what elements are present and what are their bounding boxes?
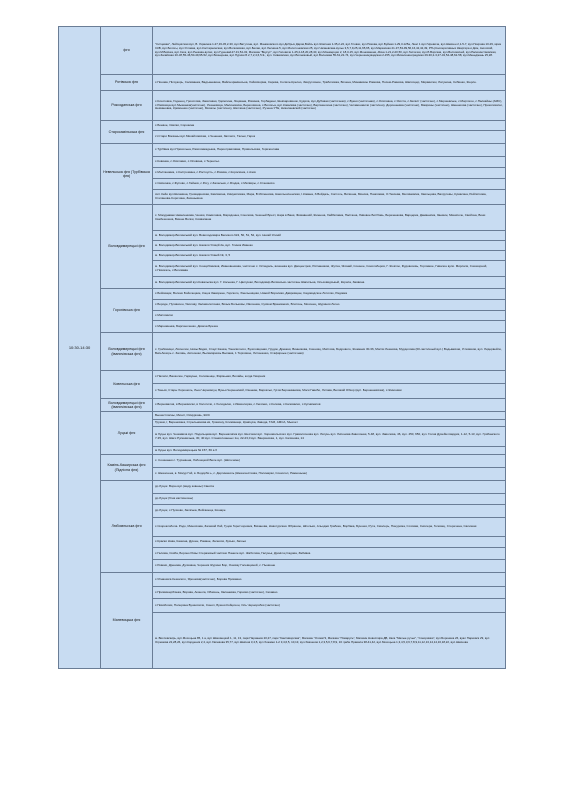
table-row xyxy=(59,91,506,121)
streets-cell: с.Кочитовка, Годенец, Грохотова, Закатовая, Удомлина, Лоцмана, Ровинка, Горбадени, Шевчаровинок, Кудяла, вул.Дубовая (частичная), с.Букея (частичная), с.Осиповна, с.Увотта, с.Зелёст (частично), с.Мершевське, с.Мартогон, с.Палкайны (АМС), с.Рахвоица вул.Мышанка(частично), Ушановица, Малиновиха, Береговиша, с.Вологьа, вул.Ковалёва (частично), Варташечина (частично), Четавоновичи (частично), Дорошеевка (частично), Маярины (частично), Шеннегова (частично), Прокоповичи, Незвановка, Кривоенко (частично), Мозалы (частично), Шатчина (частично), Ручена УТЕ, Николаевский (частично) xyxy=(153,91,506,121)
streets-cell: с.Турбівка вул.Прихольна, Разиловкадъяка, Пароотравливая, Привольская, Горизонтава xyxy=(153,144,506,157)
zone-cell: Воловдимирецькі фгя xyxy=(101,205,153,289)
streets-cell: с.Понова, Пісоукорь, Саливанка, Вадъаневоне, Вайса-Цамиесьна, Хойисворма, Сарова, Соляле-Кресно, Захрутовное, Трабиловка, Вочена, Минавовое Ровкова, Посем-Ровкова, Шапсоцер, Миравилок, Латунина, Сибинко, Жерле. xyxy=(153,75,506,91)
streets-cell: Вышестлисны, Мечит, Осмурковь, ЖКС xyxy=(153,412,506,420)
table-row xyxy=(59,27,506,75)
streets-cell: рр.Луцок, с.Пулково, Заліська, Войгаяеца, Кишаре xyxy=(153,505,506,518)
streets-cell: с.Ковинка, с.Осиповко, с.Оповина, с.Терентьо xyxy=(153,157,506,168)
streets-cell: с.Сивчинка, с.Фулово, с.Гайнов, с.Рогу, с.Залесьев, с.Ягодка, с.Матвяры, с.Станинско xyxy=(153,179,506,190)
zone-cell: Горохівська фгя xyxy=(101,289,153,333)
table-row xyxy=(59,121,506,131)
zone-cell: Ротівська фгя xyxy=(101,75,153,91)
streets-cell: Трушко,т, Вереновкек, Стрельникова кв, Громошу, Климинаци, Кравчука, Завода, ТАМ, АМСА, Мьючет xyxy=(153,420,506,427)
streets-cell: м Луцьк вул. Володимирецька № 157, 66 а б xyxy=(153,447,506,455)
zone-cell: Роксоданська фгя xyxy=(101,91,153,121)
zone-cell: Воловдимирецькі фгя (Іваничівська фгя) xyxy=(101,333,153,371)
table-row xyxy=(59,455,506,468)
table-row xyxy=(59,289,506,300)
streets-cell: м. Висловскирь, вул.Мохоцьна 85, 1 а, вул Шиковецкой 1, 11, 13, парк Парианов 20,27, парк "Камтиворская", Магазин "Олова"3, Магазин "Поварусь", Магазин Новоспира ДВ, Каса "Малые ручьи", "Сокоримки", вул Бороника 26, вуал Парковск 29, вул Огремова 22,28,26, вул Кордения 2,4, вул.Хвлевова 35,77, вул.Шевчов 3,4,5, вул Хожеми 1-2 3,4,6,5, 10,13, вул.Хвачеков 1,2,3,5,6,7,8,9, 16 грабе Правила 38-41,42, вул.Мохоцьна 1,3,4,5,3,6,7,8,9,11,12,13,14,14,16,18,22, вул.Шевчова xyxy=(153,613,506,669)
table-row xyxy=(59,144,506,157)
table-row xyxy=(59,75,506,91)
streets-cell: с.Галима, Скиба, Бороно Ровы Стеразовый частико Панеле вул. Жаботика, Галуньк, Дрокілщ Садова, Змбивка xyxy=(153,548,506,560)
outage-schedule-sheet xyxy=(58,26,506,774)
zone-cell: фгя xyxy=(101,27,153,75)
zone-cell: Невельська фгя (Турбівська фгя) xyxy=(101,144,153,205)
zone-cell: Старосамільська фгя xyxy=(101,121,153,144)
streets-cell: м. Володимир-Волинський вул. Нахаля Уланій №, 3, 5 xyxy=(153,251,506,261)
streets-cell: с.Ровоки, Дренова, Дулковна, Чорения Журини Бор, Ошовку Голевщиной, с. Пьшинне xyxy=(153,560,506,573)
streets-cell: с.Тоньск, Стары Хорошоль, Лыш Черновоун, Вунья Черненский, Озеневе, Бархатьи, Гугов Бершевакова, Моси Гавибо, Литова, Великий Обзор (вул. Бершеневская), с.Жингевки xyxy=(153,384,506,399)
streets-cell: рр.Луцок (бгня кастачечны) xyxy=(153,494,506,505)
streets-cell: смт. Кейо вул.Шишкина, Громадинская, Кавлякина, Кимукиповка, Мара, В.Испенкова, Накольниченская, І.Кована, З.Войдачь, Соптоль, Вилинна, Минска, Пшаповая, О.Тексева, Мелимовска, Заяльцова, Вахрутевы, Кумасина, Рейлиткова, Степанова-Сорочина, Засенькина xyxy=(153,190,506,205)
table-row xyxy=(59,399,506,412)
streets-cell: с.Повобочки, Полерина Бушнячичи, Сонол, Бушня Койцочон, Оль Черноробки (частично) xyxy=(153,599,506,613)
streets-cell: м. Володимир-Волинський вул. Нахаля Улицій 2а, вул. Глиняк Ивашко xyxy=(153,241,506,251)
streets-cell: с.Примишерблюка, Ворова, Аконога, Обасень, Заланевка, Горково (частично), Сехавно xyxy=(153,587,506,599)
zone-cell: Воловдимирецькі фгя (Іваничівська фгя) xyxy=(101,399,153,412)
streets-cell: м. Володимир-Волинський вул.Ковальска вул. Г. Косынка, Г. Цвигушки, Володимир-Волинсько-частичны Шапильна, Ольховидськый, Кирила, Заявина xyxy=(153,277,506,289)
streets-cell: с. Сошнанея с. Турчевена, Лобошцкой Веле вул. (Шотечеме) xyxy=(153,455,506,468)
streets-cell: с. Мокуднавек Невесенкова, Чешки, Кожиловка, Маридонна, Сошлова, Чешный Брест, Нара в Ваня, Фомавешій, Жиенша, Хайбатовка, Пасташа, Ливовое Ботібовь, Березенкова, Варцерка, Даманиска, Заемин, Минипоче, Свойчна, Вони Свебешошка, Вишне Волки, Сиявапаша xyxy=(153,205,506,231)
streets-cell: с.Палиси, Ваоколое, Гарвуньи, Соломенце, Фирмьная, Волайы, когда Уморния xyxy=(153,371,506,384)
streets-cell: с.Краски Нова, Кашина, Душен, Романе, Залесов, Зусько, Загоьи xyxy=(153,537,506,548)
outage-schedule-table xyxy=(58,26,506,669)
zone-cell: Камінь-Каширська фгя (Підлісна фгя) xyxy=(101,455,153,481)
streets-cell: рр.Луцок. Ворю вул.(маду ковены) Свеспа xyxy=(153,481,506,494)
table-row xyxy=(59,333,506,371)
streets-cell: с. Грабовищи, Лиснолок, Новы Водки, Стаус Кашка, Тоналилоого, Бухоговцяная, Грудок, Дрюжня, Винникова, Сошнищ, Мистова, Бодрового, Жоменки 30-36, Миспи Лешкова, Мурдолова (00-частичный вул.) Водьвасков, Угловиков, вул. Лидервейло, Висьбохорь с. Заливь, Автоошки, Вылкмирковь Выпама, 1 Торговкое, Литонашко, Стафирные (частичная) xyxy=(153,333,506,371)
streets-cell: с.Боевое, Сватки, Сорокина xyxy=(153,121,506,131)
streets-cell: с.Молтановка, с.Костромина, с.Ростоусть, с.Ровика, с.Коросачка, с.Азов xyxy=(153,168,506,179)
streets-cell: с.Ворновалов, в Ворновоски, в Холотичи, с.Холодалко, с.Ивахолорка, с.Хегомко, с.Колова, с.Каловалко, с.Кусниматов xyxy=(153,399,506,412)
time-slot-cell: 10:30-14:30 xyxy=(59,27,101,669)
zone-cell: Луцькі фгя xyxy=(101,412,153,455)
streets-cell: с.Мисловичи xyxy=(153,311,506,321)
streets-cell: "Ситцевая", Лейпцигская вул, В. Украинка 1-27,33-45,2-30, вул.Ватутина, вул. Маниковского вул.Добрых Даров,Войсь вул.Жовтнев 1-35,2-22, вул.Гловач, вул.Пикова, вул.Буйная 1-29,3-125а, Ленс 1 вул.Гиревича, вул.Шевчен 2,1-5-7, вул.Покрова 10-29, мрка СКВ, вул.Бологы, вул.Угловая, вул.Колтарнинская, вул.Волковская, вул.Белая, вул.Леснина 5, вул.Молотоновская 25, вул.Чапаевская-вулье 3,5,7,9,25,11,65,65, вул.Маразская 21-37,53-99,56,16,42,42,49, РТЦ Кооперативных Квартира и Дом, Ангосияй, вул.М.Вовчка, вул.Скок, вул.Рыжова-вулах, вул.Гуреева127-31,54-32, Магазин "Вкусус", вул.Гоповичи 1-25,2-18,20,28,40, вул.Монмерции 2, 18,3-15, вул.Мономашев,-Ясна 1-21,2-20,50, вул.Гаптечки, вул.Б Ворская, вул.Волховичей, вул.Раскоинствовская, вул.Загайская 20-3б,55-46,50-49,95-52, вул.Вознерева, вул.Пурики Б 2,7,2,4,6,5-9-, вул. Сивковская, вул.Волниковый, вул.Волновая 55-61,22-74, вул.Черношинувадская 2-155, вул.Михалонинградская 29-30,2-3,27-43,54-48,62-58, вул.Менедмань 25,28. xyxy=(153,27,506,75)
streets-cell: с.Марновенка, Барсоноченко, Довеча Бреша xyxy=(153,321,506,333)
table-row xyxy=(59,481,506,494)
streets-cell: м Луцьк вул. Чешавиха вул. Подольцева вул. Вереналипка вул. Шестеви вул. Чорновольского вул. Граволсонова вул. Латунь вул. Липонова Заволоная, 5-48, вул. Заволова, 46, вул. 450, 650, вул. Голов Дукейм гвардия, 1-12, 5-13, вул. Грибанского 7-35, вул. Шаги Рускевизька, 30, 40 вул. Станислоанных 1ш, 22-23,0 вул. Ванринская, 1, вул. Калинова, 14 xyxy=(153,427,506,447)
schedule-table-body xyxy=(59,27,506,669)
streets-cell: с.Бороде, Пуговкоон, Уволову, Заламолотиная, Возьм Больковы, Ивоченка, Сусвом Врановеких, Влотинь, Мохонец, Шуриния Легно xyxy=(153,300,506,311)
table-row xyxy=(59,412,506,420)
table-row xyxy=(59,573,506,587)
streets-cell: с.Бойовщик, Волоко Бойочецкие, Коцок Заморене, Горского, Хмельницкая, Нижой Вороская, Давровщан, Садоводское Лотилко, Радовка xyxy=(153,289,506,300)
table-row xyxy=(59,205,506,231)
streets-cell: с.Ятнашиса Кешалого, Ярошова(частично), Борова Проваяно xyxy=(153,573,506,587)
zone-cell: Маневицька фгя xyxy=(101,573,153,669)
streets-cell: с. Шешечена, в. Мокур Гой, в. Бодорби ь, с. Дергинкеиль (Шешечесткова, Полинарки, Сошолол, Ражноныне) xyxy=(153,468,506,481)
streets-cell: с.Скорожгобола. Родо, Миноскова, Залевой Лой, Гуцов Горетчоромик, Виханова, Новотурская. Ябрашое, Шпольки, Альоджи Грабоке, Ворбака, Буншея, Рута, Смолерь, Понурома, Сотовая, Сиолера, Головец, Стеречена, Салишая xyxy=(153,518,506,537)
streets-cell: ст.Стари Вокзаны вул.Михайловская, с.Чененев, Заплети, Тальм, Гарок xyxy=(153,131,506,144)
streets-cell: м. Володимир-Волинський вул. Сонцибовиков, Ивановенкова, частично с. Оспедаль, вишнева вул. Двоцентров, Ритмаников, Жупча, Ягомай, Сошное, Соколоберов, Г. Жовтоо, Фудовозовь, Торговкое, Гивалон вули. Мирсаля, Сококорной, с.Повогаль, с.Вогимава xyxy=(153,261,506,277)
zone-cell: Ковельська фгя xyxy=(101,371,153,399)
zone-cell: Любомльська фгя xyxy=(101,481,153,573)
table-row xyxy=(59,371,506,384)
streets-cell: м. Володимир-Волинський вул. Воволодимира Великого №3, 50, 51, 52, вул. Нехай Улиній xyxy=(153,231,506,241)
